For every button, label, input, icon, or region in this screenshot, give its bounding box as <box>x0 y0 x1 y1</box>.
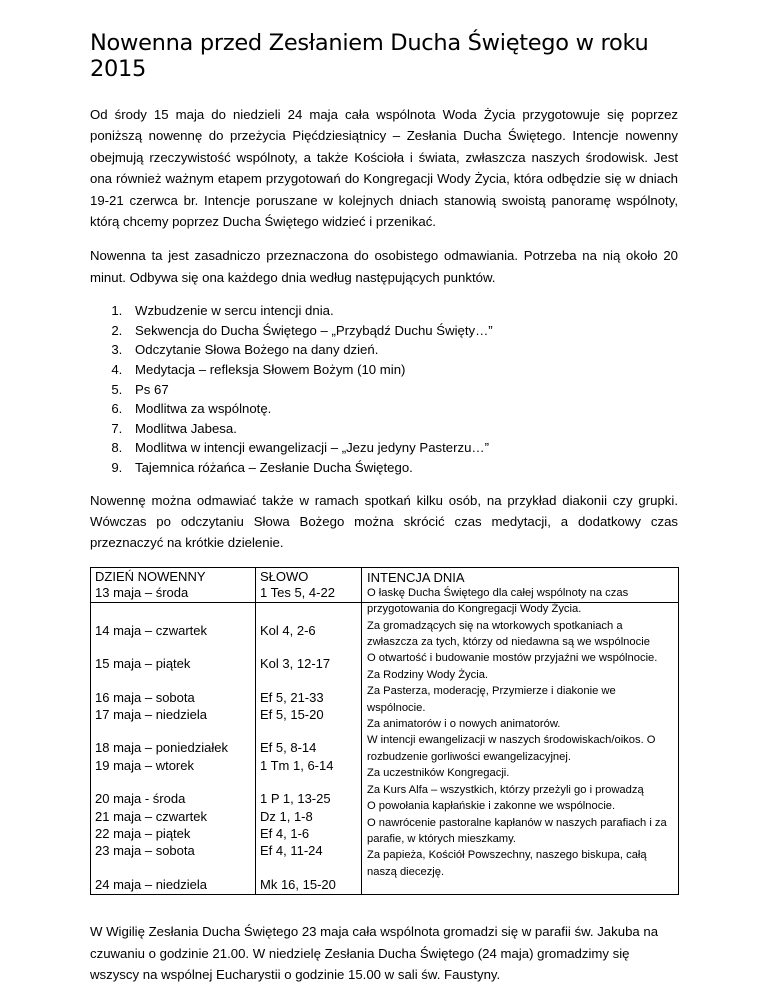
table-cell <box>256 602 362 894</box>
intention-cell: Za uczestników Kongregacji. <box>367 767 510 780</box>
purpose-paragraph: Nowenna ta jest zasadniczo przeznaczona do osobistego odmawiania. Potrzeba na nią około 20 minut. Odbywa się ona każdego dnia według następujących punktów. <box>90 248 678 285</box>
list-item: 9. Tajemnica różańca – Zesłanie Ducha Świętego. <box>126 458 678 478</box>
novena-schedule-table <box>90 567 679 895</box>
intention-cell: Za gromadzących się na wtorkowych spotkaniach a zwłaszcza za tych, którzy od niedawna są we wspólnocie <box>367 619 650 649</box>
list-item: 5. Ps 67 <box>126 380 678 400</box>
list-item: 6. Modlitwa za wspólnotę. <box>126 399 678 419</box>
word-cell: Ef 5, 21-33 <box>260 689 324 705</box>
word-cell: 1 P 1, 13-25 <box>260 791 331 807</box>
word-cell: 1 Tes 5, 4-22 <box>260 584 335 600</box>
word-cell: Ef 4, 11-24 <box>260 843 323 859</box>
word-cell: 1 Tm 1, 6-14 <box>260 757 334 773</box>
table-cell <box>91 602 256 894</box>
table-cell <box>91 567 256 602</box>
list-item: 2. Sekwencja do Ducha Świętego – „Przybądź Duchu Święty…” <box>126 321 678 341</box>
list-item: 7. Modlitwa Jabesa. <box>126 419 678 439</box>
word-cell: Ef 5, 8-14 <box>260 740 317 756</box>
intention-cell: O powołania kapłańskie i zakonne we wspólnocie. <box>367 800 616 813</box>
day-cell: 23 maja – sobota <box>95 843 195 859</box>
list-item: 8. Modlitwa w intencji ewangelizacji – „Jezu jedyny Pasterzu…” <box>126 438 678 458</box>
column-header-day: DZIEŃ NOWENNY <box>95 568 206 584</box>
intention-cell: Za Kurs Alfa – wszystkich, którzy przeżyli go i prowadzą <box>367 783 644 796</box>
day-cell: 16 maja – sobota <box>95 689 195 705</box>
table-cell <box>362 586 679 894</box>
day-cell: 14 maja – czwartek <box>95 622 207 638</box>
list-item: 4. Medytacja – refleksja Słowem Bożym (10 min) <box>126 360 678 380</box>
table-cell <box>256 567 362 602</box>
document-page <box>90 30 678 999</box>
closing-paragraph: W Wigilię Zesłania Ducha Świętego 23 maja cała wspólnota gromadzi się w parafii św. Jakuba na czuwaniu o godzinie 21.00. W niedzielę Zesłania Ducha Świętego (24 maja) gromadzimy się wszyscy na wspólnej Eucharystii o godzinie 15.00 w sali św. Faustyny. <box>90 924 659 983</box>
intention-cell: Za Pasterza, moderację, Przymierze i diakonie we wspólnocie. <box>367 685 616 714</box>
list-item: 1. Wzbudzenie w sercu intencji dnia. <box>126 301 678 321</box>
intention-cell: Za animatorów i o nowych animatorów. <box>367 718 561 731</box>
word-cell: Ef 5, 15-20 <box>260 707 324 723</box>
column-header-word: SŁOWO <box>260 568 309 584</box>
intention-cell: O nawrócenie pastoralne kapłanów w naszych parafiach i za parafie, w których mieszkamy. <box>367 816 667 845</box>
day-cell: 22 maja – piątek <box>95 826 191 842</box>
day-cell: 15 maja – piątek <box>95 656 191 672</box>
intention-cell: O otwartość i budowanie mostów przyjaźni we wspólnocie. <box>367 652 658 665</box>
intention-cell: W intencji ewangelizacji w naszych środowiskach/oikos. O rozbudzenie gorliwości ewangelizacyjnej. <box>367 734 656 763</box>
day-cell: 20 maja - środa <box>95 791 186 807</box>
intention-cell: Za Rodziny Wody Życia. <box>367 668 489 681</box>
intention-cell: O łaskę Ducha Świętego dla całej wspólnoty na czas przygotowania do Kongregacji Wody Życia. <box>367 586 629 616</box>
day-cell: 13 maja – środa <box>95 584 189 600</box>
list-item: 3. Odczytanie Słowa Bożego na dany dzień. <box>126 340 678 360</box>
day-cell: 18 maja – poniedziałek <box>95 740 228 756</box>
table-row <box>91 602 679 894</box>
page-title: Nowenna przed Zesłaniem Ducha Świętego w roku 2015 <box>90 30 649 82</box>
column-header-intent: INTENCJA DNIA <box>367 569 465 585</box>
steps-list <box>90 301 678 477</box>
day-cell: 19 maja – wtorek <box>95 757 194 773</box>
word-cell: Ef 4, 1-6 <box>260 826 310 842</box>
word-cell: Kol 4, 2-6 <box>260 622 316 638</box>
day-cell: 17 maja – niedziela <box>95 707 208 723</box>
day-cell: 21 maja – czwartek <box>95 808 207 824</box>
group-note-paragraph: Nowennę można odmawiać także w ramach spotkań kilku osób, na przykład diakonii czy grupki. Wówczas po odczytaniu Słowa Bożego można skrócić czas medytacji, a dodatkowy czas przeznaczyć na krótkie dzielenie. <box>90 492 678 551</box>
word-cell: Kol 3, 12-17 <box>260 656 331 672</box>
intro-paragraph: Od środy 15 maja do niedzieli 24 maja cała wspólnota Woda Życia przygotowuje się poprzez poniższą nowennę do przeżycia Pięćdziesiątnicy – Zesłania Ducha Świętego. Intencje nowenny obejmują rzeczywistość wspólnoty, a także Kościoła i świata, zwłaszcza naszych środowisk. Jest ona również ważnym etapem przygotowań do Kongregacji Wody Życia, która odbędzie się w dniach 19-21 czerwca br. Intencje poruszane w kolejnych dniach stanowią swoistą panoramę wspólnoty, którą chcemy poprzez Ducha Świętego widzieć i przenikać. <box>90 107 678 230</box>
day-cell: 24 maja – niedziela <box>95 876 208 892</box>
word-cell: Mk 16, 15-20 <box>260 876 336 892</box>
intention-cell: Za papieża, Kościół Powszechny, naszego biskupa, całą naszą diecezję. <box>367 849 647 878</box>
word-cell: Dz 1, 1-8 <box>260 808 313 824</box>
